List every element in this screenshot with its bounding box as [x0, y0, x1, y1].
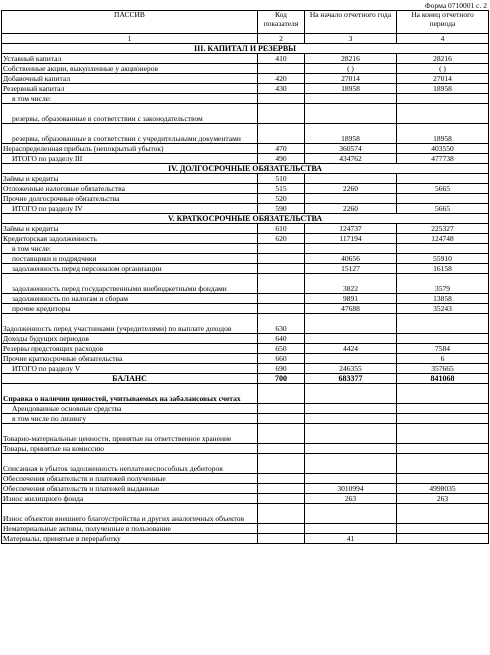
row-start-value [305, 104, 397, 124]
row-end-value: 28216 [397, 54, 489, 64]
row-code [258, 534, 305, 544]
table-row [2, 294, 489, 304]
table-row [2, 94, 489, 104]
row-end-value: 13858 [397, 294, 489, 304]
row-label: Прочие краткосрочные обязательства [2, 354, 258, 364]
row-start-value [305, 404, 397, 414]
row-start-value: 28216 [305, 54, 397, 64]
row-label: Резервный капитал [2, 84, 258, 94]
table-row [2, 244, 489, 254]
row-start-value [305, 244, 397, 254]
table-row [2, 194, 489, 204]
row-code: 610 [258, 224, 305, 234]
row-start-value [305, 314, 397, 334]
row-label: задолженность перед персоналом организации [2, 264, 258, 274]
row-label: поставщики и подрядчики [2, 254, 258, 264]
row-start-value: 40656 [305, 254, 397, 264]
table-row [2, 404, 489, 414]
row-start-value [305, 194, 397, 204]
row-label: Отложенные налоговые обязательства [2, 184, 258, 194]
row-label: Собственные акции, выкупленные у акционеров [2, 64, 258, 74]
row-start-value: 263 [305, 494, 397, 504]
column-number-row [2, 34, 489, 44]
row-code [258, 274, 305, 294]
header-row [2, 11, 489, 34]
header-code: Код показателя [258, 11, 305, 34]
section-row [2, 374, 489, 384]
row-start-value [305, 94, 397, 104]
row-start-value [305, 474, 397, 484]
row-start-value [305, 424, 397, 444]
row-end-value: 124748 [397, 234, 489, 244]
row-start-value: ( ) [305, 64, 397, 74]
row-start-value [305, 444, 397, 454]
row-end-value: 16158 [397, 264, 489, 274]
table-row [2, 84, 489, 94]
row-label: резервы, образованные в соответствии с законодательством [2, 104, 258, 124]
row-end-value: 357665 [397, 364, 489, 374]
row-code [258, 504, 305, 524]
row-code [258, 414, 305, 424]
row-code [258, 244, 305, 254]
table-row [2, 484, 489, 494]
row-code: 650 [258, 344, 305, 354]
row-end-value: 477738 [397, 154, 489, 164]
row-start-value [305, 334, 397, 344]
row-label: ИТОГО по разделу III [2, 154, 258, 164]
row-label: Займы и кредиты [2, 174, 258, 184]
form-label: Форма 0710001 с. 2 [424, 1, 487, 10]
row-end-value: 263 [397, 494, 489, 504]
row-start-value: 2260 [305, 184, 397, 194]
row-start-value: 18958 [305, 84, 397, 94]
row-start-value [305, 414, 397, 424]
row-label: Справка о наличии ценностей, учитываемых на забалансовых счетах [2, 384, 258, 404]
row-end-value: 3579 [397, 274, 489, 294]
row-start-value: 2260 [305, 204, 397, 214]
table-row [2, 224, 489, 234]
row-start-value: 683377 [305, 374, 397, 384]
row-code [258, 444, 305, 454]
table-row [2, 274, 489, 294]
row-end-value: 18958 [397, 84, 489, 94]
row-code: 520 [258, 194, 305, 204]
row-label: Кредиторская задолженность [2, 234, 258, 244]
row-end-value: 403550 [397, 144, 489, 154]
table-row [2, 64, 489, 74]
header-label: ПАССИВ [2, 11, 258, 34]
table-row [2, 234, 489, 244]
row-end-value [397, 314, 489, 334]
row-code [258, 424, 305, 444]
table-row [2, 104, 489, 124]
table-body [2, 44, 489, 544]
row-end-value [397, 174, 489, 184]
header-start: На начало отчетного года [305, 11, 397, 34]
row-code [258, 404, 305, 414]
section-title: IV. ДОЛГОСРОЧНЫЕ ОБЯЗАТЕЛЬСТВА [2, 164, 489, 174]
row-label: БАЛАНС [2, 374, 258, 384]
table-row [2, 264, 489, 274]
row-end-value: 27014 [397, 74, 489, 84]
row-label: прочие кредиторы [2, 304, 258, 314]
table-row [2, 144, 489, 154]
row-label: ИТОГО по разделу IV [2, 204, 258, 214]
row-label: Товары, принятые на комиссию [2, 444, 258, 454]
row-label: в том числе: [2, 244, 258, 254]
row-start-value: 124737 [305, 224, 397, 234]
row-start-value: 3822 [305, 274, 397, 294]
row-start-value: 434762 [305, 154, 397, 164]
row-code: 590 [258, 204, 305, 214]
row-code [258, 474, 305, 484]
row-start-value: 27014 [305, 74, 397, 84]
row-start-value: 4424 [305, 344, 397, 354]
section-title: V. КРАТКОСРОЧНЫЕ ОБЯЗАТЕЛЬСТВА [2, 214, 489, 224]
row-code: 515 [258, 184, 305, 194]
table-row [2, 454, 489, 474]
row-end-value: 7584 [397, 344, 489, 354]
row-end-value [397, 414, 489, 424]
row-start-value: 117194 [305, 234, 397, 244]
row-label: Износ жилищного фонда [2, 494, 258, 504]
table-row [2, 314, 489, 334]
row-code: 510 [258, 174, 305, 184]
column-number: 4 [397, 34, 489, 44]
row-label: Материалы, принятые в переработку [2, 534, 258, 544]
row-end-value [397, 424, 489, 444]
row-label: ИТОГО по разделу V [2, 364, 258, 374]
row-start-value [305, 504, 397, 524]
table-row [2, 74, 489, 84]
row-code [258, 454, 305, 474]
row-end-value: 4998035 [397, 484, 489, 494]
row-code: 620 [258, 234, 305, 244]
row-code [258, 94, 305, 104]
row-code: 420 [258, 74, 305, 84]
table-row [2, 474, 489, 484]
row-end-value [397, 384, 489, 404]
table-row [2, 344, 489, 354]
table-row [2, 354, 489, 364]
row-code: 410 [258, 54, 305, 64]
row-end-value: 841068 [397, 374, 489, 384]
row-start-value: 3010994 [305, 484, 397, 494]
table-row [2, 364, 489, 374]
table-row [2, 174, 489, 184]
row-code [258, 524, 305, 534]
column-number: 2 [258, 34, 305, 44]
row-end-value [397, 334, 489, 344]
row-code [258, 294, 305, 304]
row-label: Добавочный капитал [2, 74, 258, 84]
section-row [2, 44, 489, 54]
row-label: задолженность перед государственными внебюджетными фондами [2, 274, 258, 294]
table-row [2, 524, 489, 534]
row-start-value [305, 354, 397, 364]
row-label: Резервы предстоящих расходов [2, 344, 258, 354]
row-end-value: 225327 [397, 224, 489, 234]
row-end-value: 5665 [397, 184, 489, 194]
row-end-value: ( ) [397, 64, 489, 74]
row-label: Нераспределенная прибыль (непокрытый убыток) [2, 144, 258, 154]
row-label: Доходы будущих периодов [2, 334, 258, 344]
header-end: На конец отчетного периода [397, 11, 489, 34]
table-row [2, 414, 489, 424]
row-end-value [397, 474, 489, 484]
row-code: 490 [258, 154, 305, 164]
row-code: 660 [258, 354, 305, 364]
row-label: резервы, образованные в соответствии с учредительными документами [2, 124, 258, 144]
column-number: 3 [305, 34, 397, 44]
table-row [2, 304, 489, 314]
row-code [258, 384, 305, 404]
row-start-value: 18958 [305, 124, 397, 144]
table-row [2, 334, 489, 344]
row-start-value: 41 [305, 534, 397, 544]
row-code [258, 254, 305, 264]
row-end-value [397, 524, 489, 534]
row-start-value [305, 454, 397, 474]
row-end-value: 5665 [397, 204, 489, 214]
row-end-value [397, 194, 489, 204]
row-code [258, 494, 305, 504]
table-row [2, 154, 489, 164]
row-label: в том числе: [2, 94, 258, 104]
row-end-value: 6 [397, 354, 489, 364]
row-end-value [397, 94, 489, 104]
row-code: 470 [258, 144, 305, 154]
row-label: в том числе по лизингу [2, 414, 258, 424]
row-label: Нематериальные активы, полученные в пользование [2, 524, 258, 534]
table-row [2, 424, 489, 444]
row-code [258, 124, 305, 144]
section-title: III. КАПИТАЛ И РЕЗЕРВЫ [2, 44, 489, 54]
row-start-value: 246355 [305, 364, 397, 374]
row-code [258, 104, 305, 124]
row-code [258, 484, 305, 494]
table-row [2, 444, 489, 454]
row-label: Займы и кредиты [2, 224, 258, 234]
row-code: 690 [258, 364, 305, 374]
row-start-value: 360574 [305, 144, 397, 154]
table-row [2, 384, 489, 404]
row-end-value [397, 454, 489, 474]
row-code: 700 [258, 374, 305, 384]
section-row [2, 214, 489, 224]
row-code [258, 64, 305, 74]
row-code [258, 264, 305, 274]
table-row [2, 124, 489, 144]
row-label: Уставный капитал [2, 54, 258, 64]
table-row [2, 204, 489, 214]
row-label: Списанная в убыток задолженность неплатежеспособных дебиторов [2, 454, 258, 474]
row-code [258, 304, 305, 314]
row-end-value [397, 404, 489, 414]
row-end-value: 35243 [397, 304, 489, 314]
column-number: 1 [2, 34, 258, 44]
row-label: Прочие долгосрочные обязательства [2, 194, 258, 204]
row-start-value: 47688 [305, 304, 397, 314]
row-end-value [397, 244, 489, 254]
row-start-value: 9891 [305, 294, 397, 304]
table-row [2, 534, 489, 544]
table-row [2, 184, 489, 194]
row-start-value [305, 174, 397, 184]
row-end-value [397, 444, 489, 454]
section-row [2, 164, 489, 174]
row-label: Износ объектов внешнего благоустройства и других аналогичных объектов [2, 504, 258, 524]
row-code: 630 [258, 314, 305, 334]
row-end-value [397, 534, 489, 544]
row-label: Задолженность перед участниками (учредителями) по выплате доходов [2, 314, 258, 334]
table-row [2, 54, 489, 64]
balance-sheet-table [1, 10, 489, 544]
row-end-value [397, 504, 489, 524]
row-label: Обеспечения обязательств и платежей полученные [2, 474, 258, 484]
row-label: Товарно-материальные ценности, принятые на ответственное хранение [2, 424, 258, 444]
row-end-value: 18958 [397, 124, 489, 144]
row-start-value [305, 384, 397, 404]
table-row [2, 504, 489, 524]
row-code: 430 [258, 84, 305, 94]
row-code: 640 [258, 334, 305, 344]
row-label: задолженность по налогам и сборам [2, 294, 258, 304]
row-start-value [305, 524, 397, 534]
row-start-value: 15127 [305, 264, 397, 274]
table-row [2, 494, 489, 504]
row-label: Обеспечения обязательств и платежей выданные [2, 484, 258, 494]
row-end-value: 55910 [397, 254, 489, 264]
table-row [2, 254, 489, 264]
row-label: Арендованные основные средства [2, 404, 258, 414]
row-end-value [397, 104, 489, 124]
